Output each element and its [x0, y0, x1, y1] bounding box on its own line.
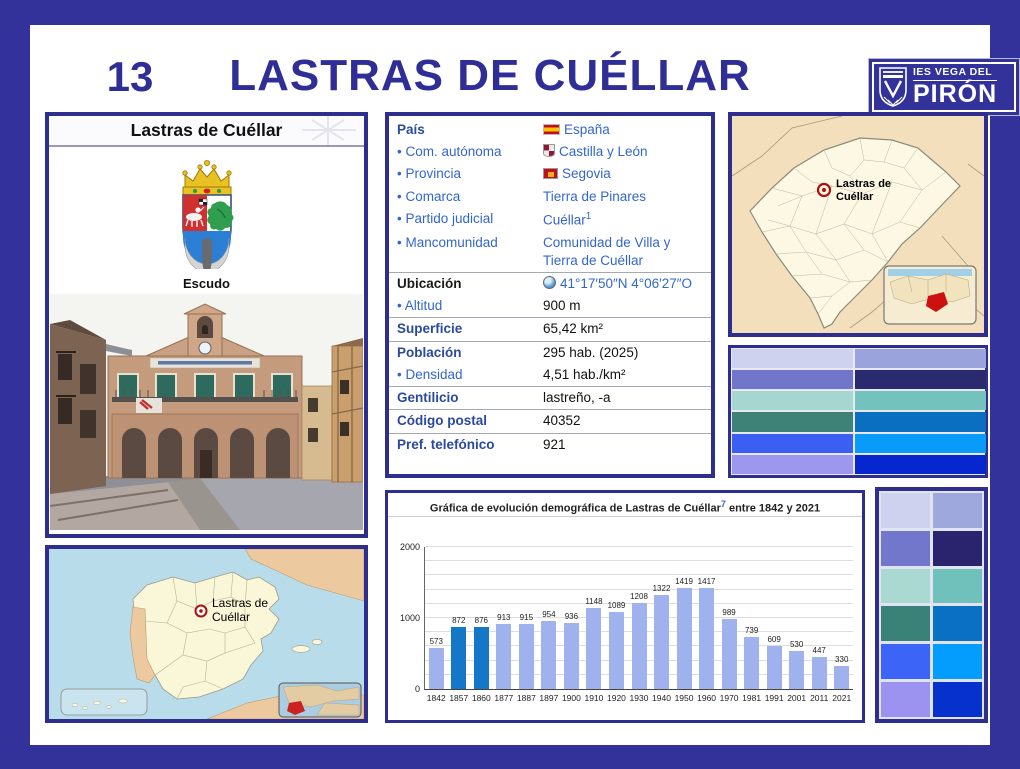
bar-value-label: 530: [789, 640, 804, 650]
bar: [834, 666, 849, 689]
palette-cell: [855, 455, 986, 474]
infobox-row: [389, 433, 711, 456]
bar: [632, 603, 647, 689]
bar-value-label: 936: [564, 611, 579, 621]
watermark-star-icon: [298, 116, 358, 145]
school-logo: [868, 58, 1020, 116]
bar: [654, 595, 669, 689]
palette-cell: [881, 531, 930, 566]
x-tick-label: 2011: [810, 693, 829, 703]
bar-value-label: 915: [519, 613, 534, 623]
x-tick-label: 2001: [787, 693, 807, 703]
x-tick-label: 1877: [494, 693, 514, 703]
x-tick-label: 1981: [742, 693, 762, 703]
demography-chart: [385, 490, 865, 723]
bar-value-label: 330: [835, 654, 849, 664]
infobox-value[interactable]: Cuéllar$^1$: [543, 210, 592, 228]
bar: [744, 637, 759, 689]
palette-cell: [855, 434, 986, 453]
infobox-value[interactable]: Segovia: [543, 165, 705, 183]
infobox-label: Ubicación: [397, 276, 462, 292]
bar: [699, 588, 714, 689]
infobox-row: [389, 341, 711, 364]
infobox-row: [389, 317, 711, 340]
page-title: LASTRAS DE CUÉLLAR: [229, 51, 751, 100]
palette-cell: [933, 606, 982, 641]
cyl-shield-icon: [543, 144, 555, 157]
bar-value-label: 573: [429, 637, 443, 647]
footnote-ref[interactable]: 1: [585, 210, 592, 222]
infobox-row: [389, 409, 711, 432]
infobox-label[interactable]: • Densidad: [397, 366, 463, 382]
chart-title-footnote[interactable]: 7: [720, 499, 726, 509]
bar-value-label: 872: [452, 616, 466, 626]
school-logo-line-small: IES VEGA DEL: [913, 67, 997, 81]
school-logo-text: [913, 67, 997, 107]
bar-value-label: 876: [474, 615, 488, 625]
palette-cell: [933, 493, 982, 528]
municipality-card: [45, 112, 368, 538]
x-tick-label: 1857: [449, 693, 469, 703]
x-tick-label: 1940: [652, 693, 671, 703]
infobox-row: [389, 364, 711, 386]
infobox-label[interactable]: • Altitud: [397, 298, 443, 314]
palette-cell: [881, 569, 930, 604]
town-hall-photo: [50, 294, 363, 530]
infobox-value: 900 m: [543, 298, 581, 314]
chart-title: Gráfica de evolución demográfica de Lastras de Cuéllar$^7$ entre 1842 y 2021: [388, 493, 862, 517]
spain-location-map: [45, 545, 368, 723]
bar: [496, 624, 511, 689]
color-squares-panel: [875, 487, 988, 723]
palette-cell: [732, 391, 853, 410]
bar-value-label: 1417: [697, 577, 716, 587]
infobox-value[interactable]: España: [543, 121, 705, 139]
infobox-value: 4,51 hab./km²: [543, 366, 626, 382]
bar: [474, 627, 489, 689]
school-logo-inner: [872, 62, 1016, 112]
bar: [429, 648, 444, 689]
infobox-row: [389, 141, 711, 163]
spain-map-marker-label: Lastras de Cuéllar: [212, 596, 269, 624]
bar-value-label: 913: [497, 613, 511, 623]
segovia-flag-icon: [543, 168, 558, 179]
bar: [812, 657, 827, 689]
bar: [677, 588, 692, 689]
x-tick-label: 1900: [561, 693, 581, 703]
color-stripes-panel: [728, 345, 988, 478]
municipality-card-title: Lastras de Cuéllar: [49, 116, 364, 147]
infobox-label: Gentilicio: [397, 390, 459, 406]
palette-cell: [933, 531, 982, 566]
bar: [451, 627, 466, 689]
x-tick-label: 1897: [539, 693, 559, 703]
y-tick-label: 2000: [399, 542, 420, 552]
palette-cell: [933, 644, 982, 679]
coat-of-arms-image: [159, 151, 255, 269]
palette-cell: [732, 412, 853, 431]
infobox-label: Superficie: [397, 321, 463, 337]
x-tick-label: 1970: [719, 693, 739, 703]
x-tick-label: 1887: [516, 693, 536, 703]
segovia-map-marker-label: Lastras de Cuéllar: [836, 178, 892, 203]
palette-cell: [881, 606, 930, 641]
palette-cell: [732, 349, 853, 368]
infobox-label[interactable]: • Com. autónoma: [397, 144, 502, 160]
infobox-row: [389, 119, 711, 141]
spain-flag-icon: [543, 124, 560, 135]
infobox-value[interactable]: Comunidad de Villa y Tierra de Cuéllar: [543, 234, 671, 268]
infobox-value: 40352: [543, 413, 581, 429]
palette-cell: [855, 412, 986, 431]
x-tick-label: 2021: [832, 693, 852, 703]
infobox-value[interactable]: 41°17′50″N 4°06′27″O: [543, 275, 705, 293]
x-tick-label: 1930: [629, 693, 649, 703]
x-tick-label: 1950: [674, 693, 694, 703]
gridline: [425, 546, 853, 547]
infobox-label[interactable]: • Mancomunidad: [397, 234, 498, 250]
slide-canvas: [30, 25, 998, 745]
bar-value-label: 1322: [652, 584, 671, 594]
palette-cell: [881, 682, 930, 717]
infobox-value[interactable]: Tierra de Pinares: [543, 188, 647, 204]
infobox-label: Pref. telefónico: [397, 436, 495, 452]
palette-cell: [855, 370, 986, 389]
infobox-row: [389, 186, 711, 208]
infobox: [385, 112, 715, 478]
infobox-row: [389, 163, 711, 185]
bar-value-label: 954: [542, 610, 556, 620]
bar: [586, 608, 601, 690]
bar-value-label: 989: [722, 607, 736, 617]
bar-value-label: 447: [812, 646, 826, 656]
x-tick-label: 1991: [764, 693, 784, 703]
bar-value-label: 1419: [675, 577, 693, 587]
infobox-label: País: [397, 122, 425, 137]
infobox-value: 921: [543, 436, 566, 452]
palette-cell: [732, 370, 853, 389]
segovia-province-map: [728, 112, 988, 337]
x-tick-label: 1910: [584, 693, 604, 703]
spain-map-image: [49, 549, 364, 719]
infobox-label[interactable]: • Provincia: [397, 166, 461, 182]
infobox-rows: [389, 119, 711, 456]
infobox-row: [389, 272, 711, 295]
palette-cell: [881, 493, 930, 528]
bar: [609, 612, 624, 689]
infobox-label: Código postal: [397, 413, 487, 429]
palette-cell: [933, 569, 982, 604]
infobox-row: [389, 232, 711, 272]
bar: [789, 651, 804, 689]
escudo-caption: Escudo: [183, 276, 230, 291]
school-logo-shield-icon: [878, 66, 908, 108]
palette-cell: [933, 682, 982, 717]
x-tick-label: 1860: [471, 693, 491, 703]
infobox-label[interactable]: • Partido judicial: [397, 210, 494, 226]
gridline: [425, 574, 853, 575]
bar-value-label: 1148: [585, 596, 603, 606]
bar-value-label: 609: [767, 634, 781, 644]
x-tick-label: 1960: [697, 693, 717, 703]
segovia-map-image: [732, 116, 984, 333]
bar: [519, 624, 534, 689]
infobox-value: 295 hab. (2025): [543, 344, 639, 360]
school-logo-line-big: PIRÓN: [913, 79, 998, 108]
infobox-label: Población: [397, 344, 462, 360]
bar: [564, 623, 579, 689]
infobox-row: [389, 295, 711, 317]
coat-of-arms: [49, 151, 364, 274]
palette-cell: [732, 455, 853, 474]
y-tick-label: 0: [414, 684, 420, 694]
bar: [541, 621, 556, 689]
y-tick-label: 1000: [399, 613, 420, 623]
palette-cell: [855, 349, 986, 368]
bar: [722, 619, 737, 689]
bar: [767, 646, 782, 689]
chart-plot-area: [424, 547, 853, 703]
bar-value-label: 1208: [630, 592, 648, 602]
infobox-value[interactable]: Castilla y León: [543, 143, 705, 161]
globe-icon: [543, 276, 556, 289]
gridline: [425, 589, 853, 590]
infobox-row: [389, 208, 711, 232]
x-tick-label: 1842: [426, 693, 446, 703]
palette-cell: [855, 391, 986, 410]
infobox-label[interactable]: • Comarca: [397, 188, 461, 204]
x-tick-label: 1920: [607, 693, 626, 703]
infobox-row: [389, 386, 711, 409]
infobox-value: lastreño, -a: [543, 390, 611, 406]
bar-value-label: 739: [744, 625, 759, 635]
infobox-value: 65,42 km²: [543, 321, 604, 337]
bar-value-label: 1089: [607, 600, 626, 610]
gridline: [425, 560, 853, 561]
palette-cell: [732, 434, 853, 453]
palette-cell: [881, 644, 930, 679]
slide-number: 13: [106, 53, 154, 100]
